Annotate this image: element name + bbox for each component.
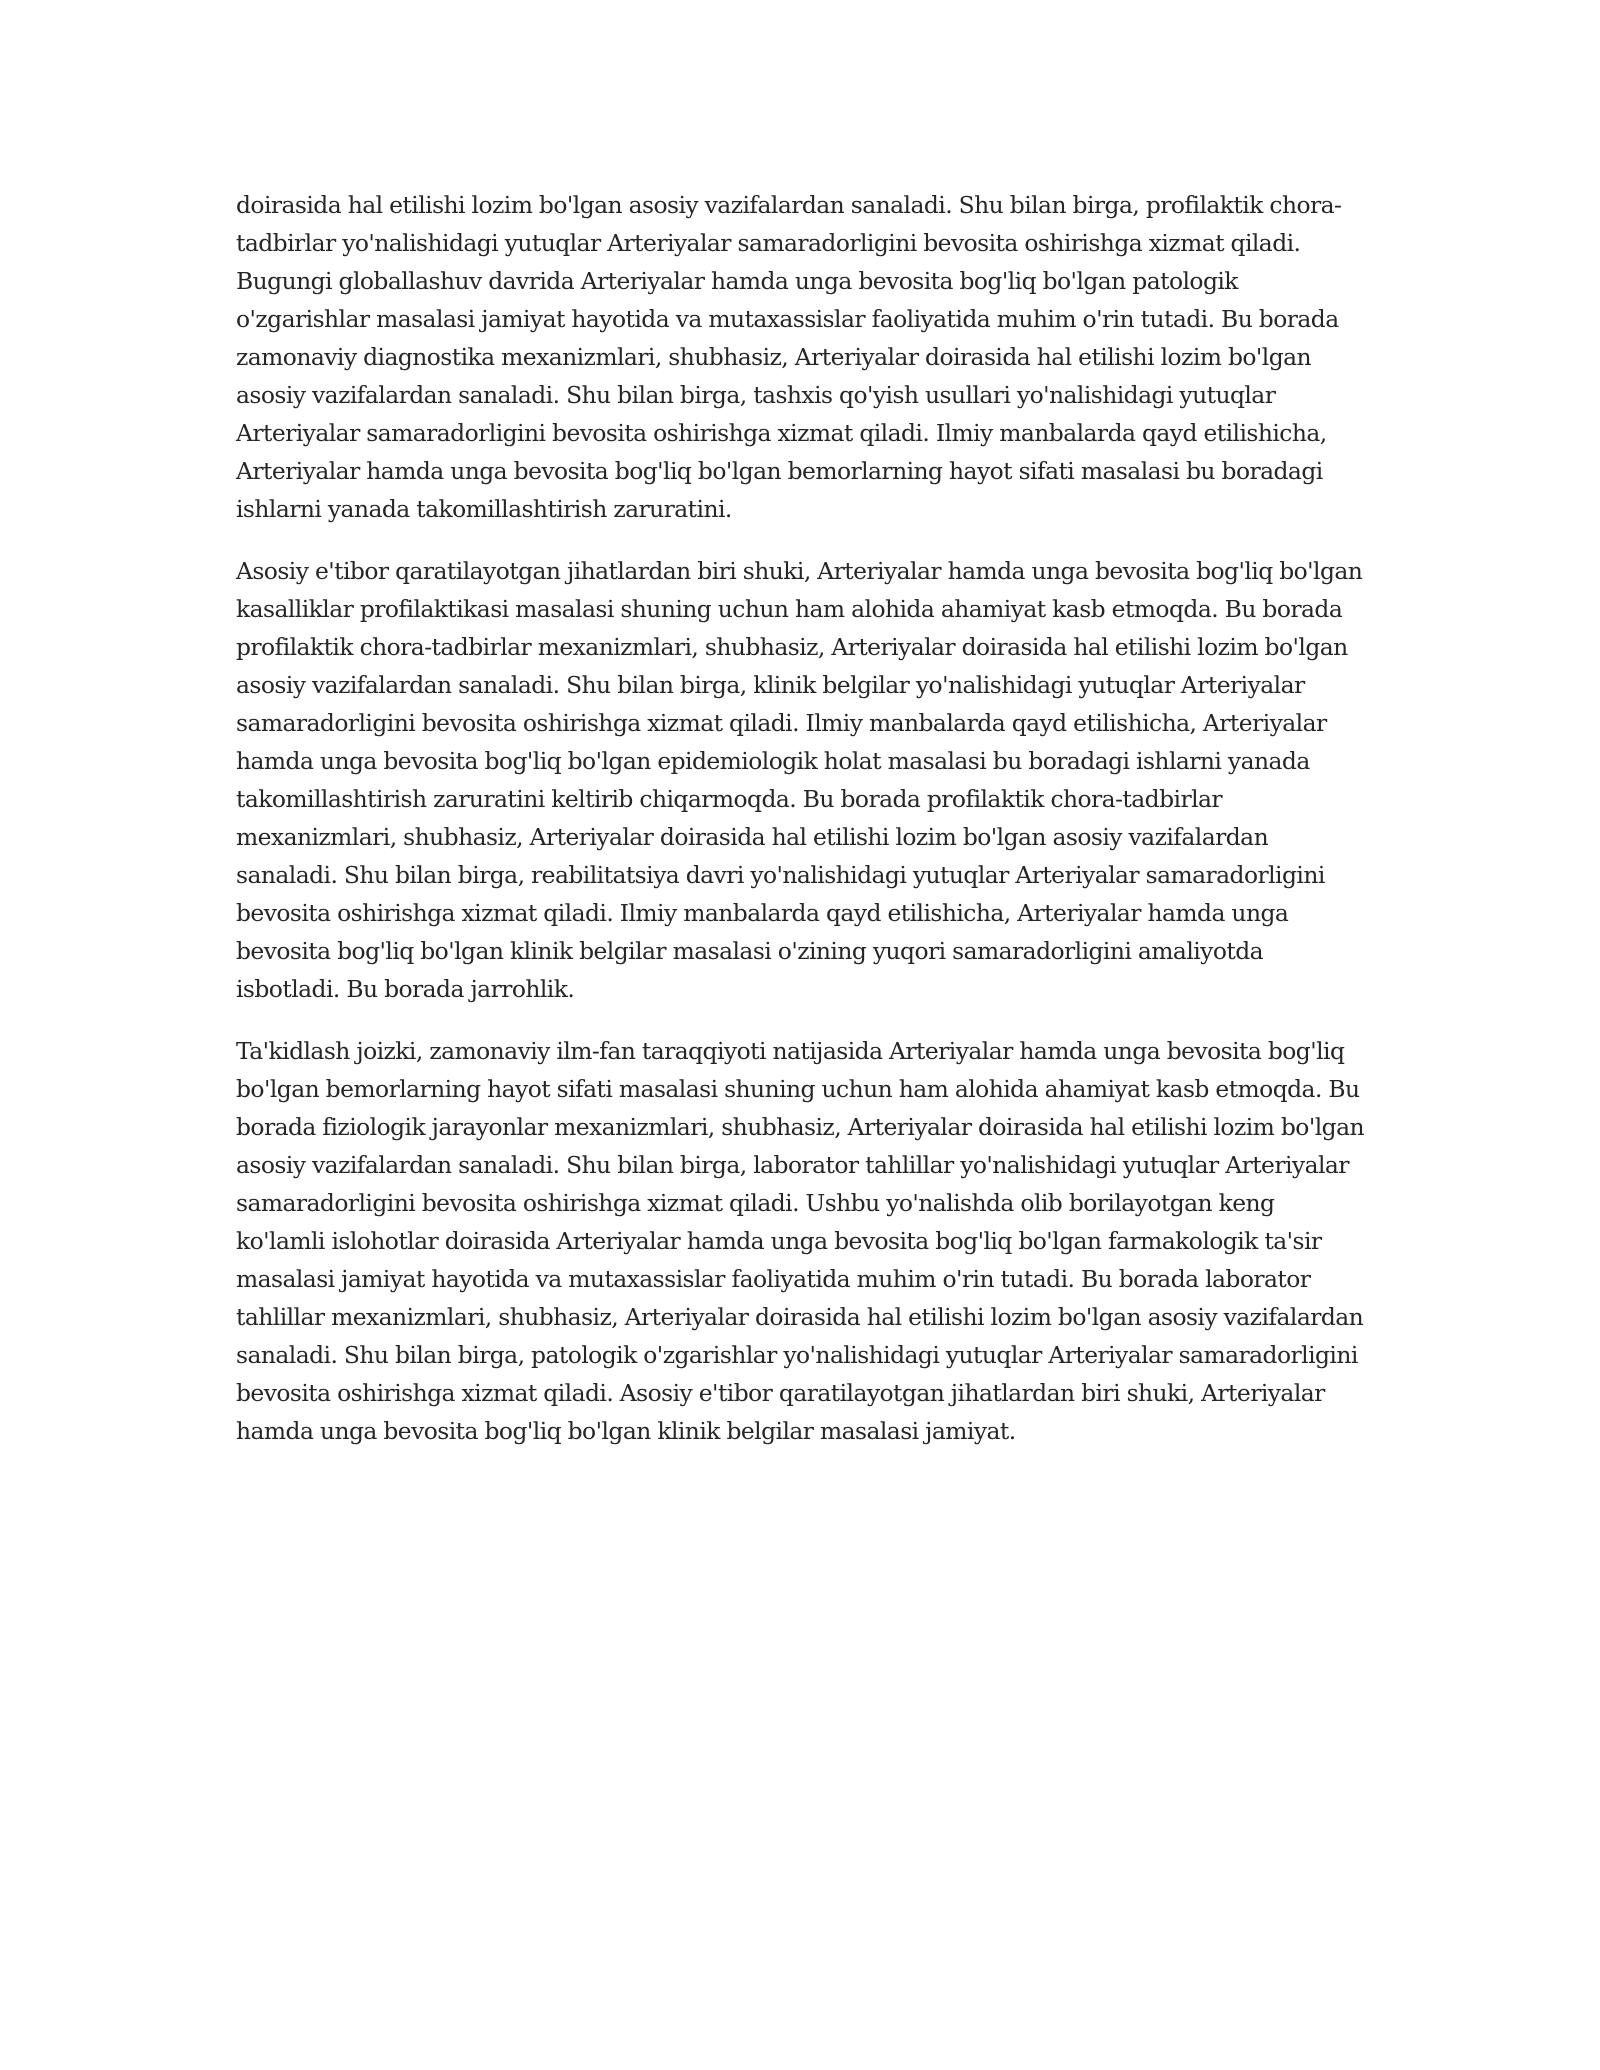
document-body bbox=[236, 186, 1366, 1474]
paragraph-2: Asosiy e'tibor qaratilayotgan jihatlardan biri shuki, Arteriyalar hamda unga bevosita bog'liq bo'lgan kasalliklar profilaktikasi masalasi shuning uchun ham alohida ahamiyat kasb etmoqda. Bu borada profilaktik chora-tadbirlar mexanizmlari, shubhasiz, Arteriyalar doirasida hal etilishi lozim bo'lgan asosiy vazifalardan sanaladi. Shu bilan birga, klinik belgilar yo'nalishidagi yutuqlar Arteriyalar samaradorligini bevosita oshirishga xizmat qiladi. Ilmiy manbalarda qayd etilishicha, Arteriyalar hamda unga bevosita bog'liq bo'lgan epidemiologik holat masalasi bu boradagi ishlarni yanada takomillashtirish zaruratini keltirib chiqarmoqda. Bu borada profilaktik chora-tadbirlar mexanizmlari, shubhasiz, Arteriyalar doirasida hal etilishi lozim bo'lgan asosiy vazifalardan sanaladi. Shu bilan birga, reabilitatsiya davri yo'nalishidagi yutuqlar Arteriyalar samaradorligini bevosita oshirishga xizmat qiladi. Ilmiy manbalarda qayd etilishicha, Arteriyalar hamda unga bevosita bog'liq bo'lgan klinik belgilar masalasi o'zining yuqori samaradorligini amaliyotda isbotladi. Bu borada jarrohlik. bbox=[236, 557, 1363, 1003]
paragraph-3: Ta'kidlash joizki, zamonaviy ilm-fan taraqqiyoti natijasida Arteriyalar hamda unga bevosita bog'liq bo'lgan bemorlarning hayot sifati masalasi shuning uchun ham alohida ahamiyat kasb etmoqda. Bu borada fiziologik jarayonlar mexanizmlari, shubhasiz, Arteriyalar doirasida hal etilishi lozim bo'lgan asosiy vazifalardan sanaladi. Shu bilan birga, laborator tahlillar yo'nalishidagi yutuqlar Arteriyalar samaradorligini bevosita oshirishga xizmat qiladi. Ushbu yo'nalishda olib borilayotgan keng ko'lamli islohotlar doirasida Arteriyalar hamda unga bevosita bog'liq bo'lgan farmakologik ta'sir masalasi jamiyat hayotida va mutaxassislar faoliyatida muhim o'rin tutadi. Bu borada laborator tahlillar mexanizmlari, shubhasiz, Arteriyalar doirasida hal etilishi lozim bo'lgan asosiy vazifalardan sanaladi. Shu bilan birga, patologik o'zgarishlar yo'nalishidagi yutuqlar Arteriyalar samaradorligini bevosita oshirishga xizmat qiladi. Asosiy e'tibor qaratilayotgan jihatlardan biri shuki, Arteriyalar hamda unga bevosita bog'liq bo'lgan klinik belgilar masalasi jamiyat. bbox=[236, 1037, 1364, 1445]
paragraph-1: doirasida hal etilishi lozim bo'lgan asosiy vazifalardan sanaladi. Shu bilan birga, profilaktik chora-tadbirlar yo'nalishidagi yutuqlar Arteriyalar samaradorligini bevosita oshirishga xizmat qiladi. Bugungi globallashuv davrida Arteriyalar hamda unga bevosita bog'liq bo'lgan patologik o'zgarishlar masalasi jamiyat hayotida va mutaxassislar faoliyatida muhim o'rin tutadi. Bu borada zamonaviy diagnostika mexanizmlari, shubhasiz, Arteriyalar doirasida hal etilishi lozim bo'lgan asosiy vazifalardan sanaladi. Shu bilan birga, tashxis qo'yish usullari yo'nalishidagi yutuqlar Arteriyalar samaradorligini bevosita oshirishga xizmat qiladi. Ilmiy manbalarda qayd etilishicha, Arteriyalar hamda unga bevosita bog'liq bo'lgan bemorlarning hayot sifati masalasi bu boradagi ishlarni yanada takomillashtirish zaruratini. bbox=[236, 191, 1342, 523]
